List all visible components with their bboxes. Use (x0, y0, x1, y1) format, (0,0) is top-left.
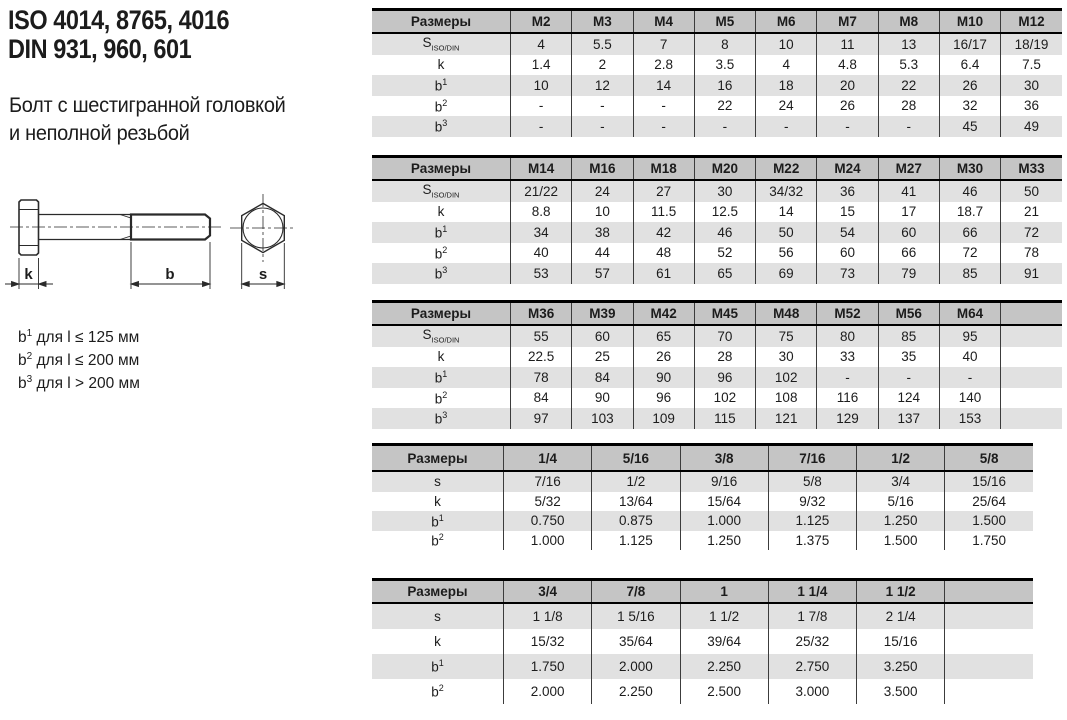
table-cell: - (939, 367, 1000, 388)
table-cell: 25/64 (945, 492, 1033, 512)
size-column-header: M45 (694, 302, 755, 326)
table-header-row (372, 302, 1062, 326)
table-cell: 2 1/4 (857, 603, 945, 629)
table-cell: 28 (694, 347, 755, 368)
size-column-header: M8 (878, 10, 939, 34)
size-column-header: M33 (1001, 157, 1062, 181)
size-column-header: M56 (878, 302, 939, 326)
table-row (372, 33, 1062, 55)
table-cell (1001, 367, 1062, 388)
size-column-header: M22 (756, 157, 817, 181)
dim-label-k: k (24, 266, 33, 283)
row-label: $b^1$ (372, 75, 511, 96)
table-cell: 56 (756, 243, 817, 264)
table-cell (1001, 347, 1062, 368)
bolt-side-view (19, 200, 210, 255)
table-cell: 1 7/8 (768, 603, 856, 629)
size-column-header: M14 (511, 157, 572, 181)
table-cell: 60 (878, 222, 939, 243)
subtitle-line-2: и неполной резьбой (9, 122, 190, 145)
row-label: $b^1$ (372, 367, 511, 388)
table-cell: 75 (756, 325, 817, 347)
table-row (372, 471, 1033, 492)
table-imperial-small (372, 443, 1033, 550)
title-din-line: DIN 931, 960, 601 (8, 34, 192, 64)
row-label: k (437, 57, 445, 73)
table-cell: 2.000 (504, 679, 592, 704)
table-cell (945, 603, 1033, 629)
table-cell: - (817, 116, 878, 137)
table-cell: 1.750 (504, 654, 592, 679)
row-label: $b^3$ (372, 116, 511, 137)
table-cell: 13 (878, 33, 939, 55)
table-cell: 16/17 (939, 33, 1000, 55)
table-cell: 2.250 (680, 654, 768, 679)
row-label: $S_{ISO/DIN}$ (372, 180, 511, 202)
table-cell: 26 (939, 75, 1000, 96)
table-cell: 10 (756, 33, 817, 55)
table-cell: 15/32 (504, 629, 592, 654)
size-column-header: M39 (572, 302, 633, 326)
table-cell: 65 (694, 263, 755, 284)
table-cell: 5/16 (857, 492, 945, 512)
row-label: $b^2$ (434, 97, 448, 114)
table-cell: - (511, 116, 572, 137)
table-cell: 1.250 (680, 531, 768, 551)
table-cell: 116 (817, 388, 878, 409)
table-cell: 1/2 (592, 471, 680, 492)
size-column-header: 5/8 (945, 445, 1033, 472)
table-cell: 4 (511, 33, 572, 55)
table-cell: 1.4 (511, 55, 572, 76)
table-row (372, 367, 1062, 388)
table-cell: 46 (939, 180, 1000, 202)
table-cell: 129 (817, 408, 878, 429)
dimension-lines (5, 242, 284, 289)
size-column-header: M24 (817, 157, 878, 181)
table-cell: 61 (633, 263, 694, 284)
table-cell: 137 (878, 408, 939, 429)
table-cell: 53 (511, 263, 572, 284)
table-row (372, 96, 1062, 117)
table-row (372, 263, 1062, 284)
table-cell: 60 (572, 325, 633, 347)
table-cell: 11 (817, 33, 878, 55)
table-cell: 32 (939, 96, 1000, 117)
table-cell: 26 (817, 96, 878, 117)
row-label: $b^2$ (434, 389, 448, 406)
table-cell: 24 (756, 96, 817, 117)
size-column-header: M30 (939, 157, 1000, 181)
table-cell: 34 (511, 222, 572, 243)
table-cell: 115 (694, 408, 755, 429)
table-cell: 1 1/8 (504, 603, 592, 629)
table-cell: 4.8 (817, 55, 878, 76)
table-cell: 91 (1001, 263, 1062, 284)
table-cell: 7 (633, 33, 694, 55)
row-label: $b^1$ (372, 654, 504, 679)
table-cell: 50 (756, 222, 817, 243)
size-column-header: M4 (633, 10, 694, 34)
row-label-header: Размеры (372, 157, 511, 181)
table-cell: 18 (756, 75, 817, 96)
table-cell: 15/16 (945, 471, 1033, 492)
table-cell: 36 (1001, 96, 1062, 117)
table-cell: 40 (939, 347, 1000, 368)
size-column-header: M18 (633, 157, 694, 181)
table-imperial-large (372, 578, 1033, 704)
table-cell: 34/32 (756, 180, 817, 202)
table-cell: 12 (572, 75, 633, 96)
table-row (372, 222, 1062, 243)
table-cell: 9/32 (768, 492, 856, 512)
table-cell: 1.125 (592, 531, 680, 551)
empty-column-header (945, 580, 1033, 604)
table-cell: 5/8 (768, 471, 856, 492)
table-cell: 54 (817, 222, 878, 243)
table-cell: 0.875 (592, 511, 680, 531)
bolt-drawing (0, 185, 340, 335)
table-cell: 1.125 (768, 511, 856, 531)
table-cell: 124 (878, 388, 939, 409)
table-cell: 22.5 (511, 347, 572, 368)
table-cell: 30 (694, 180, 755, 202)
row-label: $b^3$ (372, 408, 511, 429)
row-label-header: Размеры (372, 445, 504, 472)
table-cell: 60 (817, 243, 878, 264)
table-cell: 22 (694, 96, 755, 117)
row-label-header: Размеры (372, 580, 504, 604)
row-label: s (372, 471, 504, 492)
table-cell: 22 (878, 75, 939, 96)
table-cell: 28 (878, 96, 939, 117)
table-cell: 84 (511, 388, 572, 409)
table-metric-m36-m64 (372, 300, 1062, 429)
row-label: $b^1$ (372, 222, 511, 243)
table-cell: 27 (633, 180, 694, 202)
table-cell: 15/64 (680, 492, 768, 512)
table-cell: - (633, 96, 694, 117)
table-metric-m14-m33 (372, 155, 1062, 284)
table-cell: - (878, 116, 939, 137)
table-row (372, 654, 1033, 679)
table-cell: 1.375 (768, 531, 856, 551)
table-row (372, 388, 1062, 409)
size-column-header: 5/16 (592, 445, 680, 472)
row-label: k (437, 349, 445, 365)
size-column-header: 1 (680, 580, 768, 604)
table-cell: 8 (694, 33, 755, 55)
size-column-header: 3/4 (504, 580, 592, 604)
table-cell: 90 (572, 388, 633, 409)
size-column-header: 7/8 (592, 580, 680, 604)
size-column-header: 1 1/2 (857, 580, 945, 604)
row-label: k (437, 204, 445, 220)
table-cell: 7/16 (504, 471, 592, 492)
table-cell: 108 (756, 388, 817, 409)
table-cell: 79 (878, 263, 939, 284)
table-row (372, 325, 1062, 347)
table-cell: 13/64 (592, 492, 680, 512)
table-cell: 16 (694, 75, 755, 96)
row-label-header: Размеры (372, 10, 511, 34)
table-cell: - (511, 96, 572, 117)
table-cell: 6.4 (939, 55, 1000, 76)
table-cell: 85 (878, 325, 939, 347)
table-cell: 0.750 (504, 511, 592, 531)
table-cell: 10 (511, 75, 572, 96)
table-cell: 48 (633, 243, 694, 264)
table-header-row (372, 580, 1033, 604)
table-cell (945, 654, 1033, 679)
row-label: $S_{ISO/DIN}$ (372, 33, 511, 55)
table-cell: - (694, 116, 755, 137)
table-cell: 102 (694, 388, 755, 409)
table-cell (1001, 388, 1062, 409)
table-cell: 109 (633, 408, 694, 429)
table-cell: 35 (878, 347, 939, 368)
table-header-row (372, 445, 1033, 472)
table-cell: 24 (572, 180, 633, 202)
table-cell: 14 (633, 75, 694, 96)
size-column-header: M2 (511, 10, 572, 34)
size-column-header: M27 (878, 157, 939, 181)
table-cell: 1.000 (504, 531, 592, 551)
empty-column-header (1001, 302, 1062, 326)
table-cell: 1.250 (857, 511, 945, 531)
table-cell: 39/64 (680, 629, 768, 654)
table-cell: 45 (939, 116, 1000, 137)
table-cell: 3.000 (768, 679, 856, 704)
table-cell: 9/16 (680, 471, 768, 492)
table-cell (945, 679, 1033, 704)
row-label: $b^3$ (372, 263, 511, 284)
table-cell: 42 (633, 222, 694, 243)
table-cell: 97 (511, 408, 572, 429)
size-column-header: 7/16 (768, 445, 856, 472)
size-column-header: M6 (756, 10, 817, 34)
table-cell: 18.7 (939, 202, 1000, 223)
size-column-header: M3 (572, 10, 633, 34)
row-label: s (372, 603, 504, 629)
table-cell: 2.500 (680, 679, 768, 704)
size-column-header: M20 (694, 157, 755, 181)
size-column-header: M16 (572, 157, 633, 181)
page-subtitle (9, 92, 285, 148)
size-column-header: M36 (511, 302, 572, 326)
footnote: $b^3$ для l > 200 мм (18, 374, 140, 393)
table-cell: 21/22 (511, 180, 572, 202)
table-cell: 46 (694, 222, 755, 243)
table-cell: 2.8 (633, 55, 694, 76)
table-cell: 78 (511, 367, 572, 388)
row-label-header: Размеры (372, 302, 511, 326)
table-cell: 25 (572, 347, 633, 368)
size-column-header: 1/2 (857, 445, 945, 472)
dim-label-s: s (258, 266, 268, 283)
table-cell (1001, 325, 1062, 347)
table-cell: 1.500 (857, 531, 945, 551)
table-row (372, 603, 1033, 629)
size-column-header: 3/8 (680, 445, 768, 472)
table-cell: 3.250 (857, 654, 945, 679)
table-cell: 2.000 (592, 654, 680, 679)
table-cell: 96 (633, 388, 694, 409)
row-label: $b^2$ (431, 532, 444, 549)
table-cell: 3.500 (857, 679, 945, 704)
table-cell: 66 (939, 222, 1000, 243)
table-cell: 72 (939, 243, 1000, 264)
table-cell: 96 (694, 367, 755, 388)
table-cell: 140 (939, 388, 1000, 409)
size-column-header: 1/4 (504, 445, 592, 472)
page-title (8, 6, 229, 64)
table-cell: - (572, 96, 633, 117)
footnote: $b^2$ для l ≤ 200 мм (18, 351, 140, 370)
row-label: $S_{ISO/DIN}$ (372, 325, 511, 347)
table-row (372, 116, 1062, 137)
table-cell (945, 629, 1033, 654)
table-cell: 1 1/2 (680, 603, 768, 629)
table-cell: 40 (511, 243, 572, 264)
table-row (372, 347, 1062, 368)
table-cell: 38 (572, 222, 633, 243)
dim-label-b: b (165, 266, 175, 283)
table-cell: 15 (817, 202, 878, 223)
table-cell: 57 (572, 263, 633, 284)
table-cell: 49 (1001, 116, 1062, 137)
table-cell: 2.750 (768, 654, 856, 679)
table-cell: 4 (756, 55, 817, 76)
subtitle-line-1: Болт с шестигранной головкой (9, 94, 286, 117)
table-cell: 10 (572, 202, 633, 223)
table-metric-m2-m12 (372, 8, 1062, 137)
table-row (372, 55, 1062, 76)
table-row (372, 492, 1033, 512)
table-row (372, 511, 1033, 531)
table-cell: 153 (939, 408, 1000, 429)
table-cell: 52 (694, 243, 755, 264)
table-cell: 65 (633, 325, 694, 347)
row-label: $b^1$ (372, 511, 504, 531)
size-column-header: M7 (817, 10, 878, 34)
table-cell: 3.5 (694, 55, 755, 76)
table-cell: 1.000 (680, 511, 768, 531)
table-row (372, 75, 1062, 96)
table-cell: 12.5 (694, 202, 755, 223)
table-cell: 85 (939, 263, 1000, 284)
size-column-header: M12 (1001, 10, 1062, 34)
table-cell: 1.500 (945, 511, 1033, 531)
table-cell: 1.750 (945, 531, 1033, 551)
size-column-header: M52 (817, 302, 878, 326)
size-column-header: M5 (694, 10, 755, 34)
table-cell: 66 (878, 243, 939, 264)
size-column-header: 1 1/4 (768, 580, 856, 604)
table-cell: 1 5/16 (592, 603, 680, 629)
table-cell (1001, 408, 1062, 429)
table-cell: - (633, 116, 694, 137)
table-cell: 72 (1001, 222, 1062, 243)
table-cell: 103 (572, 408, 633, 429)
table-cell: 21 (1001, 202, 1062, 223)
size-column-header: M10 (939, 10, 1000, 34)
table-cell: 5.5 (572, 33, 633, 55)
row-label: k (434, 634, 441, 649)
table-cell: 78 (1001, 243, 1062, 264)
table-cell: 15/16 (857, 629, 945, 654)
table-cell: 84 (572, 367, 633, 388)
table-cell: - (878, 367, 939, 388)
table-cell: 90 (633, 367, 694, 388)
table-cell: 5.3 (878, 55, 939, 76)
table-cell: 36 (817, 180, 878, 202)
table-cell: 8.8 (511, 202, 572, 223)
row-label: $b^2$ (434, 244, 448, 261)
size-column-header: M48 (756, 302, 817, 326)
table-cell: 55 (511, 325, 572, 347)
table-cell: 69 (756, 263, 817, 284)
table-cell: - (572, 116, 633, 137)
table-cell: 2.250 (592, 679, 680, 704)
table-cell: 44 (572, 243, 633, 264)
table-cell: 11.5 (633, 202, 694, 223)
table-cell: 17 (878, 202, 939, 223)
table-cell: 25/32 (768, 629, 856, 654)
table-cell: 14 (756, 202, 817, 223)
footnote: $b^1$ для l ≤ 125 мм (18, 328, 140, 347)
table-cell: 26 (633, 347, 694, 368)
table-cell: 18/19 (1001, 33, 1062, 55)
table-cell: 35/64 (592, 629, 680, 654)
table-row (372, 531, 1033, 551)
table-row (372, 180, 1062, 202)
row-label: k (434, 493, 441, 509)
table-cell: 30 (1001, 75, 1062, 96)
table-row (372, 679, 1033, 704)
table-cell: 73 (817, 263, 878, 284)
table-cell: - (817, 367, 878, 388)
footnotes (18, 324, 140, 393)
table-cell: 20 (817, 75, 878, 96)
size-column-header: M64 (939, 302, 1000, 326)
table-cell: 30 (756, 347, 817, 368)
table-cell: 3/4 (857, 471, 945, 492)
table-cell: 70 (694, 325, 755, 347)
table-cell: 121 (756, 408, 817, 429)
table-cell: 95 (939, 325, 1000, 347)
table-cell: - (756, 116, 817, 137)
table-header-row (372, 157, 1062, 181)
row-label: $b^2$ (431, 683, 444, 700)
table-cell: 50 (1001, 180, 1062, 202)
title-iso-line: ISO 4014, 8765, 4016 (8, 5, 230, 35)
size-column-header: M42 (633, 302, 694, 326)
table-row (372, 202, 1062, 223)
table-row (372, 243, 1062, 264)
table-cell: 2 (572, 55, 633, 76)
table-cell: 7.5 (1001, 55, 1062, 76)
table-cell: 80 (817, 325, 878, 347)
table-header-row (372, 10, 1062, 34)
table-cell: 33 (817, 347, 878, 368)
table-cell: 102 (756, 367, 817, 388)
table-cell: 41 (878, 180, 939, 202)
table-row (372, 408, 1062, 429)
table-cell: 5/32 (504, 492, 592, 512)
table-row (372, 629, 1033, 654)
